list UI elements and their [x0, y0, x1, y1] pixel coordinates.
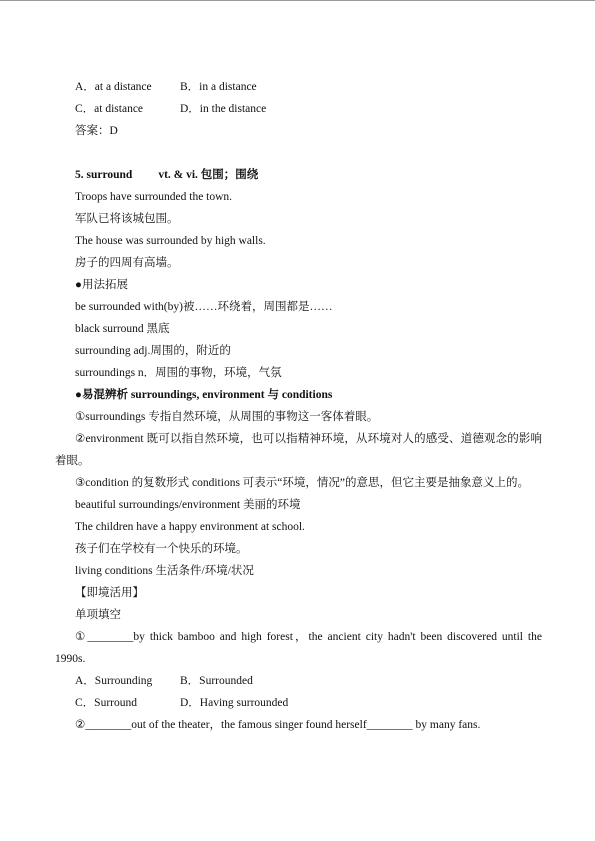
example-1-english: Troops have surrounded the town.: [75, 191, 233, 203]
distinguish-paragraph-3: ③condition 的复数形式 conditions 可表示“环境，情况”的意思，但它主要是抽象意义上的。: [75, 477, 529, 489]
practice-title: 【即境活用】: [75, 587, 144, 599]
usage-item-1: be surrounded with(by)被……环绕着，周围都是……: [75, 301, 333, 313]
example-1-chinese: 军队已将该城包围。: [75, 213, 179, 225]
distinguish-paragraph-2: ②environment 既可以指自然环境，也可以指精神环境，从环境对人的感受、道德观念的影响着眼。: [55, 433, 542, 467]
usage-title: ●用法拓展: [75, 279, 128, 291]
top-border-line: [0, 0, 595, 1]
answer-line: 答案：D: [75, 125, 118, 137]
q1-option-c: C．Surround: [75, 697, 137, 709]
option-c: C．at distance: [75, 103, 144, 115]
distinguish-paragraph-1: ①surroundings 专指自然环境，从周围的事物这一客体着眼。: [75, 411, 379, 423]
option-d: D．in the distance: [180, 103, 267, 115]
entry-word: 5. surround: [75, 169, 133, 181]
practice-question-2: ②________out of the theater，the famous singer found herself________ by many fans.: [75, 719, 481, 731]
prev-options-row-2: [55, 98, 542, 120]
distinguish-example-2-english: The children have a happy environment at school.: [75, 521, 305, 533]
distinguish-title: ●易混辨析 surroundings, environment 与 conditions: [75, 389, 333, 401]
example-2-chinese: 房子的四周有高墙。: [75, 257, 179, 269]
practice-subtitle: 单项填空: [75, 609, 121, 621]
q1-options-row-2: [55, 692, 542, 714]
practice-question-1: ①________by thick bamboo and high forest，the ancient city hadn't been discovered until the 1990s.: [55, 631, 542, 665]
q1-option-a: A．Surrounding: [75, 675, 153, 687]
q1-option-d: D．Having surrounded: [180, 697, 289, 709]
distinguish-example-3: living conditions 生活条件/环境/状况: [75, 565, 254, 577]
entry-heading: [55, 164, 542, 186]
q1-option-b: B．Surrounded: [180, 675, 253, 687]
example-2-english: The house was surrounded by high walls.: [75, 235, 266, 247]
usage-item-3: surrounding adj.周围的，附近的: [75, 345, 231, 357]
q1-options-row-1: [55, 670, 542, 692]
option-b: B．in a distance: [180, 81, 257, 93]
prev-options-row-1: [55, 76, 542, 98]
spacer: [55, 142, 542, 164]
usage-item-4: surroundings n．周围的事物，环境，气氛: [75, 367, 282, 379]
entry-part-of-speech: vt. & vi. 包围；围绕: [158, 169, 259, 181]
distinguish-example-2-chinese: 孩子们在学校有一个快乐的环境。: [75, 543, 248, 555]
usage-item-2: black surround 黑底: [75, 323, 170, 335]
option-a: A．at a distance: [75, 81, 152, 93]
distinguish-example-1: beautiful surroundings/environment 美丽的环境: [75, 499, 301, 511]
document-page: [55, 76, 542, 736]
